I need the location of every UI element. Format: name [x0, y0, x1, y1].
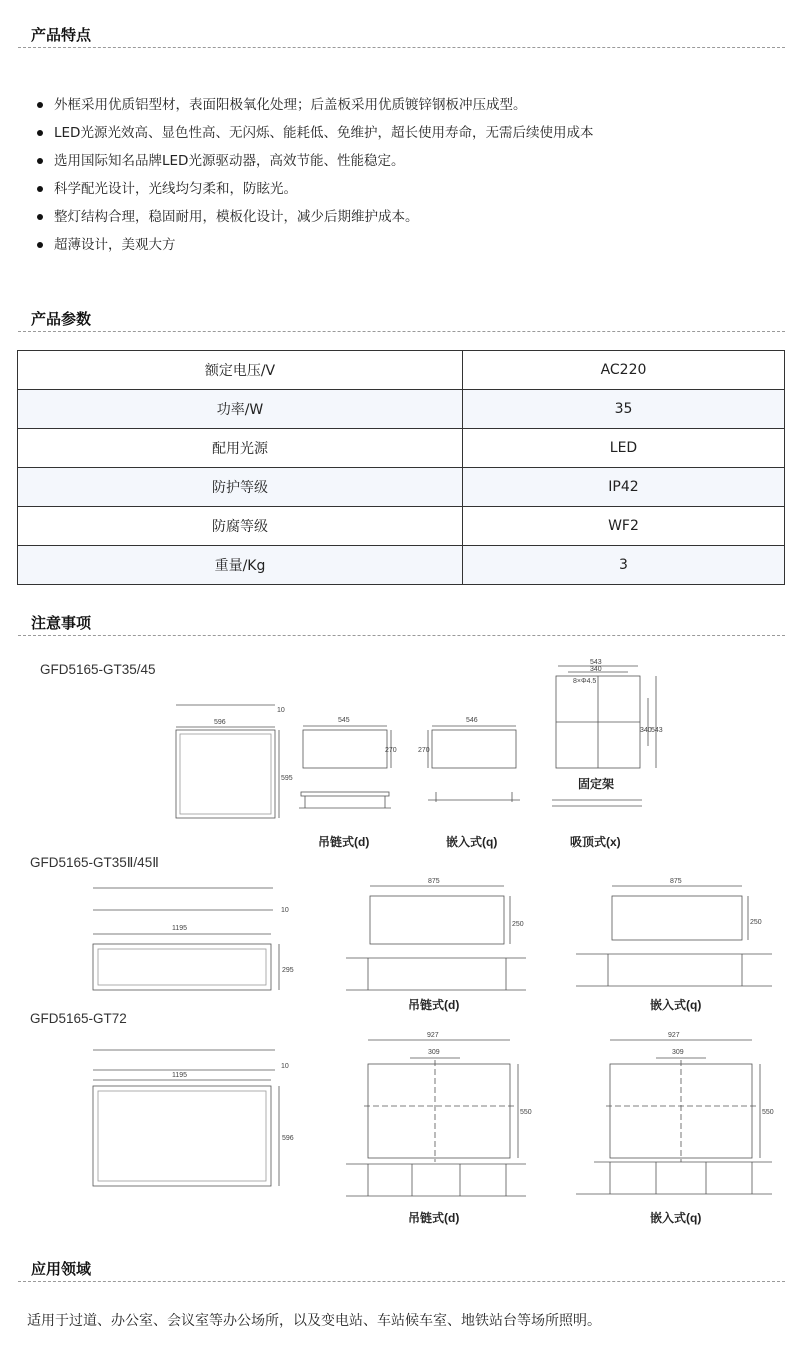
dim-label: 10	[281, 1063, 289, 1070]
caption-pendant: 吊链式(d)	[318, 835, 370, 849]
dim-label: 10	[277, 707, 285, 714]
section-title-application: 应用领域	[31, 1260, 92, 1278]
table-row	[18, 507, 785, 546]
side-view	[370, 896, 504, 944]
dim-label: 340	[590, 666, 602, 673]
caption-embedded: 嵌入式(q)	[650, 1211, 702, 1225]
dim-label: 8×Φ4.5	[573, 678, 597, 685]
table-row	[18, 546, 785, 585]
section-header-notes	[18, 610, 785, 636]
table-row	[18, 468, 785, 507]
dim-label: 545	[338, 717, 350, 724]
dim-label: 309	[428, 1049, 440, 1056]
dim-label: 875	[670, 878, 682, 885]
param-value: IP42	[463, 468, 785, 507]
param-value: LED	[463, 429, 785, 468]
dim-label: 596	[282, 1135, 294, 1142]
param-value: 3	[463, 546, 785, 585]
dim-label: 270	[385, 747, 397, 754]
dim-label: 543	[651, 727, 663, 734]
panel-inner	[98, 949, 266, 985]
side-view	[303, 730, 387, 768]
dim-label: 1195	[172, 1072, 188, 1079]
rail-view	[301, 792, 389, 796]
section-header-params	[18, 306, 785, 332]
section-header-application	[18, 1256, 785, 1282]
caption-pendant: 吊链式(d)	[408, 1211, 460, 1225]
dim-label: 927	[668, 1032, 680, 1039]
caption-embedded: 嵌入式(q)	[650, 998, 702, 1012]
feature-item: 超薄设计，美观大方	[32, 234, 772, 262]
model-label: GFD5165-GT35Ⅱ/45Ⅱ	[30, 855, 159, 870]
table-row	[18, 390, 785, 429]
panel-inner	[180, 734, 271, 814]
param-name: 额定电压/V	[18, 351, 463, 390]
feature-item: LED光源光效高、显色性高、无闪烁、能耗低、免维护，超长使用寿命，无需后续使用成本	[32, 122, 772, 150]
param-value: 35	[463, 390, 785, 429]
param-value: AC220	[463, 351, 785, 390]
caption-ceiling: 吸顶式(x)	[570, 835, 621, 849]
panel-outline	[93, 1086, 271, 1186]
section-title-features: 产品特点	[31, 26, 92, 44]
dim-label: 550	[520, 1109, 532, 1116]
side-view	[612, 896, 742, 940]
side-view	[368, 1064, 510, 1158]
param-name: 配用光源	[18, 429, 463, 468]
application-text: 适用于过道、办公室、会议室等办公场所，以及变电站、车站候车室、地铁站台等场所照明。	[27, 1313, 601, 1329]
panel-outline	[176, 730, 275, 818]
feature-item: 整灯结构合理，稳固耐用，模板化设计，减少后期维护成本。	[32, 206, 772, 234]
dim-label: 250	[512, 921, 524, 928]
dim-label: 250	[750, 919, 762, 926]
section-header-features	[18, 22, 785, 48]
caption-embedded: 嵌入式(q)	[446, 835, 498, 849]
dim-label: 596	[214, 719, 226, 726]
section-title-params: 产品参数	[31, 310, 92, 328]
param-name: 重量/Kg	[18, 546, 463, 585]
dim-label: 595	[281, 775, 293, 782]
dim-label: 543	[590, 659, 602, 666]
param-value: WF2	[463, 507, 785, 546]
panel-outline	[93, 944, 271, 990]
params-table	[17, 350, 785, 585]
model-label: GFD5165-GT72	[30, 1011, 127, 1026]
dim-label: 546	[466, 717, 478, 724]
param-name: 防护等级	[18, 468, 463, 507]
dim-label: 340	[640, 727, 652, 734]
dim-label: 1195	[172, 925, 188, 932]
feature-item: 选用国际知名品牌LED光源驱动器，高效节能、性能稳定。	[32, 150, 772, 178]
caption-pendant: 吊链式(d)	[408, 998, 460, 1012]
feature-list	[32, 94, 772, 262]
dim-label: 10	[281, 907, 289, 914]
feature-item: 外框采用优质铝型材，表面阳极氧化处理；后盖板采用优质镀锌钢板冲压成型。	[32, 94, 772, 122]
dim-label: 295	[282, 967, 294, 974]
feature-item: 科学配光设计，光线均匀柔和，防眩光。	[32, 178, 772, 206]
dim-label: 550	[762, 1109, 774, 1116]
section-title-notes: 注意事项	[31, 614, 92, 632]
panel-inner	[98, 1091, 266, 1181]
table-row	[18, 429, 785, 468]
dim-label: 309	[672, 1049, 684, 1056]
technical-drawings	[0, 640, 801, 1240]
dim-label: 927	[427, 1032, 439, 1039]
dimension-drawing	[0, 640, 801, 1240]
caption-bracket: 固定架	[578, 777, 615, 791]
table-row	[18, 351, 785, 390]
model-label: GFD5165-GT35/45	[40, 662, 156, 677]
dim-label: 270	[418, 747, 430, 754]
dim-label: 875	[428, 878, 440, 885]
side-view	[432, 730, 516, 768]
param-name: 防腐等级	[18, 507, 463, 546]
param-name: 功率/W	[18, 390, 463, 429]
